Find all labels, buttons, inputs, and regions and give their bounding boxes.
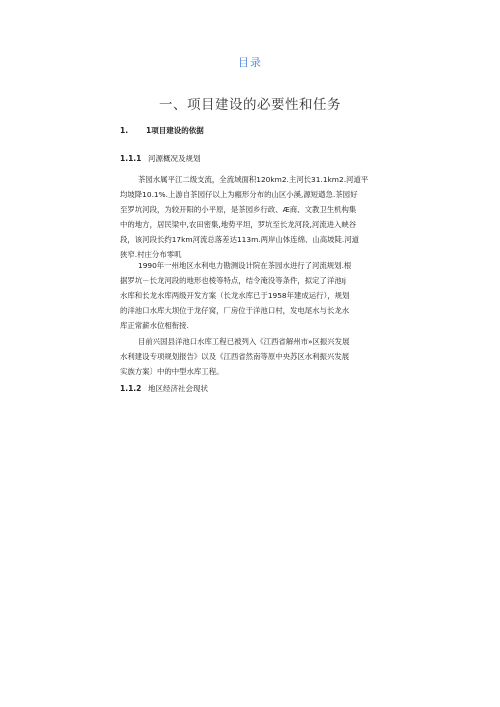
paragraph-river-overview [120,172,370,262]
paragraph-river-planning [120,258,370,333]
paragraph-line: 库正常薪水位相衔接. [120,321,189,330]
section-number: 1.1.1 [120,154,142,163]
paragraph-line: 水库和长龙水库两级开发方案（长龙水库已于1958年建成运行），规划 [120,291,350,300]
paragraph-line: 据罗坑－长龙河段的地形也棱等特点，结令淹没等条件，拟定了洋池Ij [120,276,346,285]
section-text: 1项目建设的依据 [146,126,204,135]
section-heading-1-1-1 [120,153,201,164]
paragraph-line: 中的地方，居民梁中,农田密集,地势平坦，罗坑至长龙河段,河流进入峡谷 [120,220,357,229]
section-heading-1-1-2 [120,383,208,394]
paragraph-line: 1990年一州地区水利电力勘测设计院在茶园水进行了河流规划.根 [138,261,352,270]
paragraph-line: 均坡降10.1%.上游自茶园仔以上为瘢形分布的山区小溪,源短遒急.茶园好 [120,190,358,199]
chapter-title: 一、项目建设的必要性和任务 [159,97,341,113]
paragraph-line: 狭窄.村庄分布零叽 [120,250,182,259]
section-number: 1.1.2 [120,384,142,393]
section-number: 1. [120,126,129,135]
toc-title: 目录 [238,56,262,69]
paragraph-line: 段，该河段长约17km河流总落差达113m.两岸山体连绵、山高坡陡.河道 [120,235,360,244]
paragraph-line: 的洋池口水库大坝位于龙仔窝，厂房位于洋池口村，发电尾水与长龙水 [120,306,350,315]
paragraph-line: 实族方案〕中的中型水库工程。 [120,367,224,376]
paragraph-project-status [120,334,370,379]
paragraph-line: 水利建设专项规划报告》以及《江西省然南等原中央苏区水利振兴发展 [120,352,350,361]
section-heading-1-1 [120,125,204,136]
section-text: 河源概况及规划 [148,154,201,163]
paragraph-line: 目前兴国县洋池口水库工程已被列入《江西省解州市»区振兴发展 [138,337,350,346]
paragraph-line: 至罗坑河段，为较开阳的小平原，是茶园乡行政、Æ商、文教卫生机构集 [120,205,357,214]
section-text: 地区经济社会现状 [148,384,208,393]
paragraph-line: 茶园水属平江二级支流，全流域面积120km2.主河长31.1km2.河道平 [138,175,369,184]
